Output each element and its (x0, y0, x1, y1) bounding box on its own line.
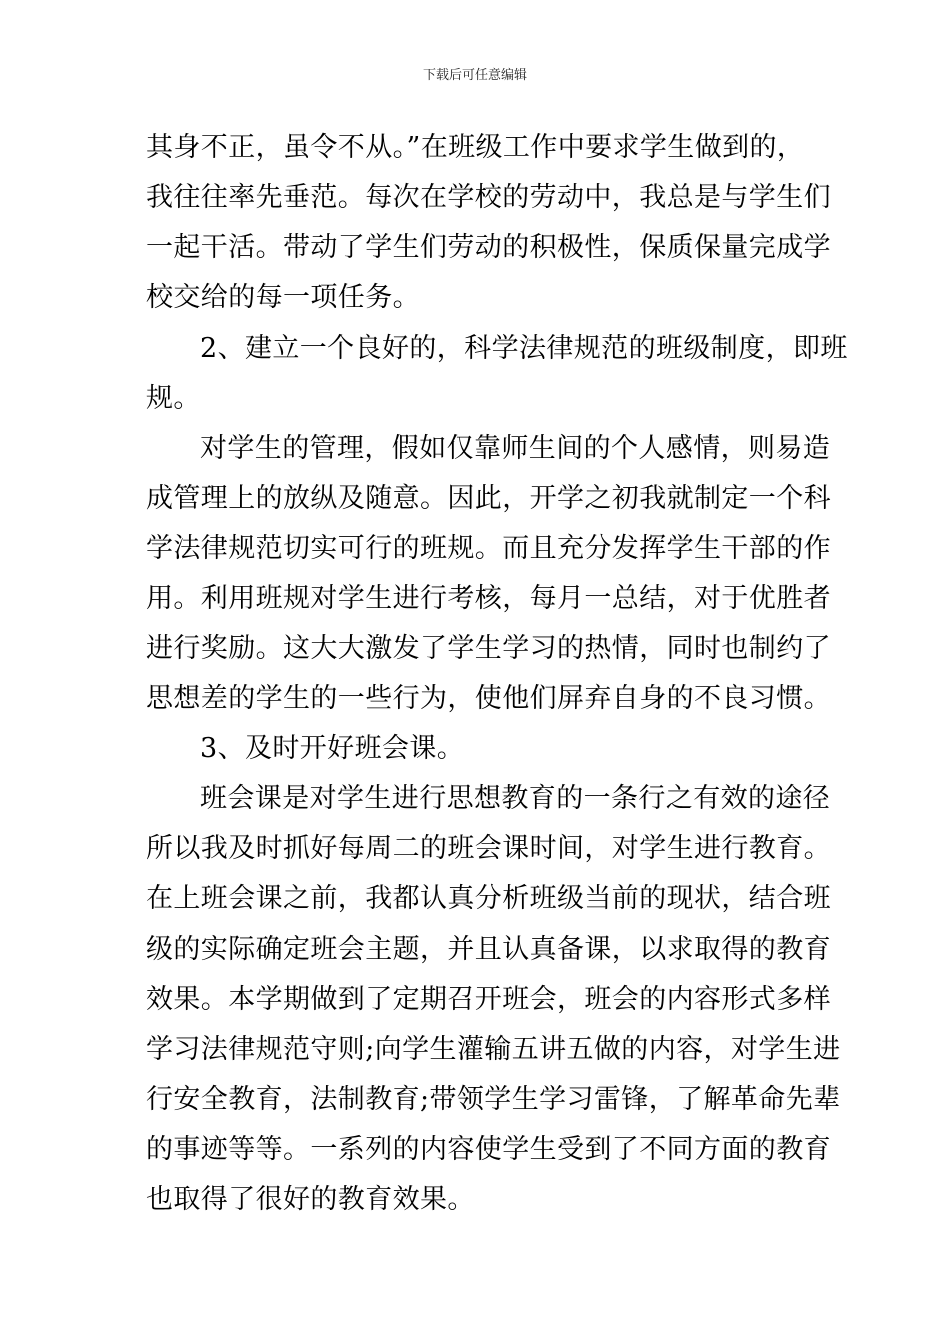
text-line: 成管理上的放纵及随意。因此，开学之初我就制定一个科 (146, 483, 831, 514)
text-line: 其身不正，虽令不从。”在班级工作中要求学生做到的， (146, 132, 805, 163)
text-line: 2、建立一个良好的，科学法律规范的班级制度，即班 (200, 333, 848, 364)
text-line: 级的实际确定班会主题，并且认真备课，以求取得的教育 (146, 934, 831, 965)
text-line: 规。 (146, 383, 201, 414)
text-line: 我往往率先垂范。每次在学校的劳动中，我总是与学生们 (146, 182, 831, 213)
text-line: 3、及时开好班会课。 (200, 733, 465, 764)
text-line: 思想差的学生的一些行为，使他们屏弃自身的不良习惯。 (146, 683, 831, 714)
text-line: 的事迹等等。一系列的内容使学生受到了不同方面的教育 (146, 1134, 831, 1165)
text-line: 对学生的管理，假如仅靠师生间的个人感情，则易造 (200, 433, 831, 464)
text-line: 也取得了很好的教育效果。 (146, 1184, 475, 1215)
text-line: 进行奖励。这大大激发了学生学习的热情，同时也制约了 (146, 633, 831, 664)
text-line: 用。利用班规对学生进行考核，每月一总结，对于优胜者 (146, 583, 831, 614)
text-line: 班会课是对学生进行思想教育的一条行之有效的途径 (200, 783, 831, 814)
text-line: 校交给的每一项任务。 (146, 282, 420, 313)
text-line: 一起干活。带动了学生们劳动的积极性，保质保量完成学 (146, 232, 831, 263)
page-header: 下载后可任意编辑 (422, 68, 527, 83)
text-line: 在上班会课之前，我都认真分析班级当前的现状，结合班 (146, 883, 831, 914)
text-line: 学习法律规范守则;向学生灌输五讲五做的内容，对学生进 (146, 1034, 841, 1065)
text-line: 行安全教育，法制教育;带领学生学习雷锋，了解革命先辈 (146, 1084, 841, 1115)
text-line: 效果。本学期做到了定期召开班会，班会的内容形式多样 (146, 984, 831, 1015)
text-line: 所以我及时抓好每周二的班会课时间，对学生进行教育。 (146, 833, 831, 864)
text-line: 学法律规范切实可行的班规。而且充分发挥学生干部的作 (146, 533, 831, 564)
